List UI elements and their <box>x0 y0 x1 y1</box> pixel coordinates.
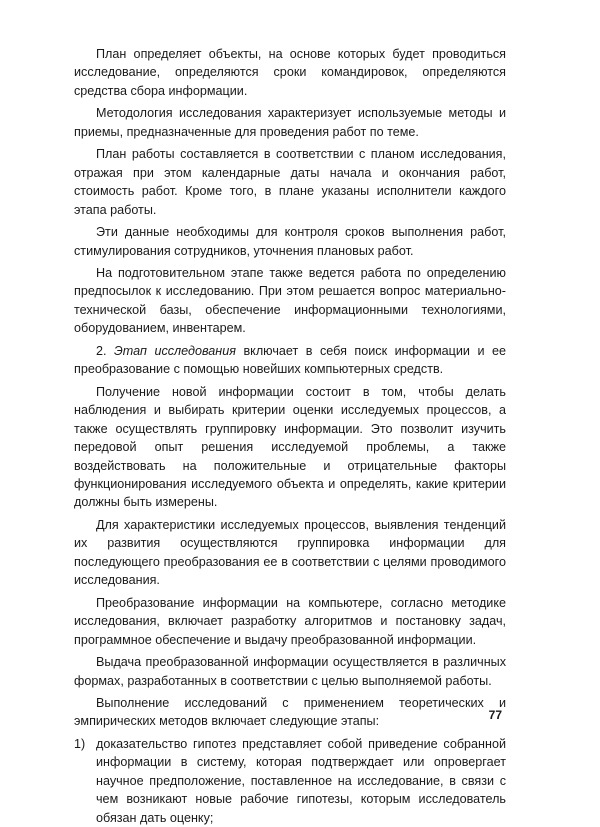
page-number: 77 <box>488 708 502 722</box>
paragraph-new-information: Получение новой информации состоит в том, чтобы делать наблюдения и выбирать критерии оценки исследуемых процессов, а также осуществлять группировку информации. Это позволит изучить передовой опыт решения исследуемой проблемы, а также воздействовать на положительные и отрицательные факторы функционирования исследуемого объекта и определять, какие критерии должны быть измерены. <box>74 384 506 510</box>
paragraph-output-information: Выдача преобразованной информации осуществляется в различных формах, разработанных в соответствии с целью выполняемой работы. <box>74 655 506 688</box>
paragraph-methodology: Методология исследования характеризует используемые методы и приемы, предназначенные для проведения работ по теме. <box>74 106 506 139</box>
paragraph-plan-objects: План определяет объекты, на основе которых будет проводиться исследование, определяются сроки командировок, определяются средства сбора информации. <box>74 47 506 98</box>
list-item-hypothesis <box>74 735 506 827</box>
paragraph-computer-transformation: Преобразование информации на компьютере, согласно методике исследования, включает разработку алгоритмов и постановку задач, программное обеспечение и выдачу преобразованной информации. <box>74 595 506 647</box>
paragraph-research-execution: Выполнение исследований с применением теоретических и эмпирических методов включает следующие этапы: <box>74 695 506 729</box>
list-item-text: доказательство гипотез представляет собой приведение собранной информации в систему, которая подтверждает или опровергает научное предположение, поставленное на исследование, в связи с чем возникают новые рабочие гипотезы, которым исследователь обязан дать оценку; <box>96 736 506 825</box>
list-marker: 1) <box>74 736 86 751</box>
body-text <box>74 45 506 827</box>
stage-number: 2. <box>96 343 107 358</box>
paragraph-work-plan: План работы составляется в соответствии с планом исследования, отражая при этом календарные даты начала и окончания работ, стоимость работ. Кроме того, в плане указаны исполнители каждого этапа работы. <box>74 147 506 217</box>
stage-title: Этап исследования <box>114 343 236 358</box>
paragraph-preparatory-stage: На подготовительном этапе также ведется работа по определению предпосылок к исследованию. При этом решается вопрос материально-технической базы, обеспечение информационными технологиями, оборудованием, инвентарем. <box>74 265 506 336</box>
paragraph-research-stage <box>74 342 506 379</box>
stage-description: включает в себя поиск информации и ее преобразование с помощью новейших компьютерных средств. <box>74 343 507 377</box>
paragraph-control-data: Эти данные необходимы для контроля сроков выполнения работ, стимулирования сотрудников, уточнения плановых работ. <box>74 225 506 258</box>
paragraph-process-characteristics: Для характеристики исследуемых процессов, выявления тенденций их развития осуществляются группировка информации для последующего преобразования ее в соответствии с целями проводимого исследования. <box>74 517 506 588</box>
